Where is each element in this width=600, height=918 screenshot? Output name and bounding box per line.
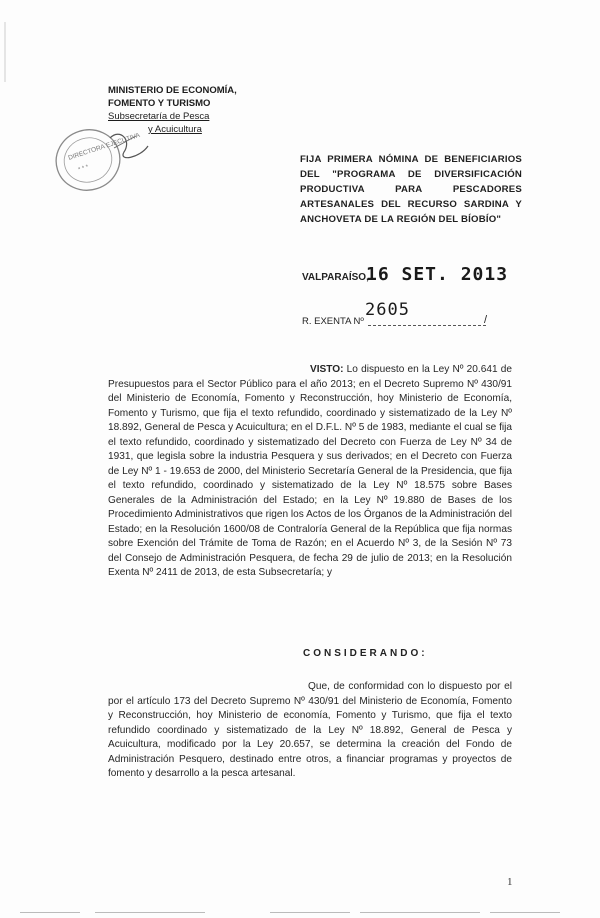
visto-paragraph [108,363,512,581]
place-label: VALPARAÍSO, [302,272,369,283]
subsecretaria-name: Subsecretaría de Pesca [108,111,210,122]
scan-edge-mark [4,22,6,82]
visto-lead: VISTO: [310,364,344,375]
visto-text: Lo dispuesto en la Ley Nº 20.641 de Presupuestos para el Sector Público para el año 2013; en el Decreto Supremo Nº 430/91 del Ministerio de Economía, Fomento y Reconstrucción, hoy Ministerio de Economía, Fomento y Turismo, que fija el texto refundido, coordinado y sistematizado de la Ley Nº 18.892, General de Pesca y Acuicultura; en el D.F.L. Nº 5 de 1983, mediante el cual se fija el texto refundido, coordinado y sistematizado del Decreto con Fuerza de Ley Nº 34 de 1931, que legisla sobre la industria Pesquera y sus derivados; en el Decreto con Fuerza de Ley Nº 1 - 19.653 de 2000, del Ministerio Secretaría General de la Presidencia, que fija el texto refundido, coordinado y sistematizado de la Ley Nº 18.575 sobre Bases Generales de la Administración del Estado; en la Ley Nº 19.880 de Bases de los Procedimiento Administrativos que rigen los Actos de los Órganos de la Administración del Estado; en la Resolución 1600/08 de Contraloría General de la República que fija normas sobre Exención del Trámite de Toma de Razón; en el Acuerdo Nº 3, de la Sesión Nº 73 del Consejo de Administración Pesquera, de fecha 29 de julio de 2013; en la Resolución Exenta Nº 2411 de 2013, de esta Subsecretaría; y [108,364,512,578]
resolution-title: FIJA PRIMERA NÓMINA DE BENEFICIARIOS DEL "PROGRAMA DE DIVERSIFICACIÓN PRODUCTIVA PARA PESCADORES ARTESANALES DEL RECURSO SARDINA Y ANCHOVETA DE LA REGIÓN DEL BÍOBÍO" [300,154,522,225]
ministry-name-continued: FOMENTO Y TURISMO [108,98,211,109]
resolution-number-line [368,325,486,326]
resolution-label: R. EXENTA Nº [302,316,364,327]
considerando-paragraph: Que, de conformidad con lo dispuesto por el por el artículo 173 del Decreto Supremo Nº 430/91 del Ministerio de Economía, Fomento y Reconstrucción, hoy Ministerio de economía, Fomento y Turismo, que fija el texto refundido coordinado y sistematizado de la Ley Nº 18.892, General de Pesca y Acuicultura, modificado por la Ley 20.657, se determina la creación del Fondo de Administración Pesquero, destinado entre otros, a financiar programas y proyectos de fomento y desarrollo a la pesca artesanal. [108,681,512,779]
resolution-date: 16 SET. 2013 [366,264,509,285]
subsecretaria-name-continued: y Acuicultura [148,124,202,135]
official-stamp [48,118,158,198]
ministry-name: MINISTERIO DE ECONOMÍA, [108,85,237,96]
scan-bottom-marks [0,912,600,916]
resolution-slash: / [484,314,488,326]
svg-text:* * *: * * * [77,164,90,174]
resolution-number: 2605 [365,300,410,320]
stamp-text: DIRECTORA EJECUTIVA [67,131,141,162]
page-number: 1 [507,876,513,888]
considerando-heading: CONSIDERANDO: [303,648,428,659]
